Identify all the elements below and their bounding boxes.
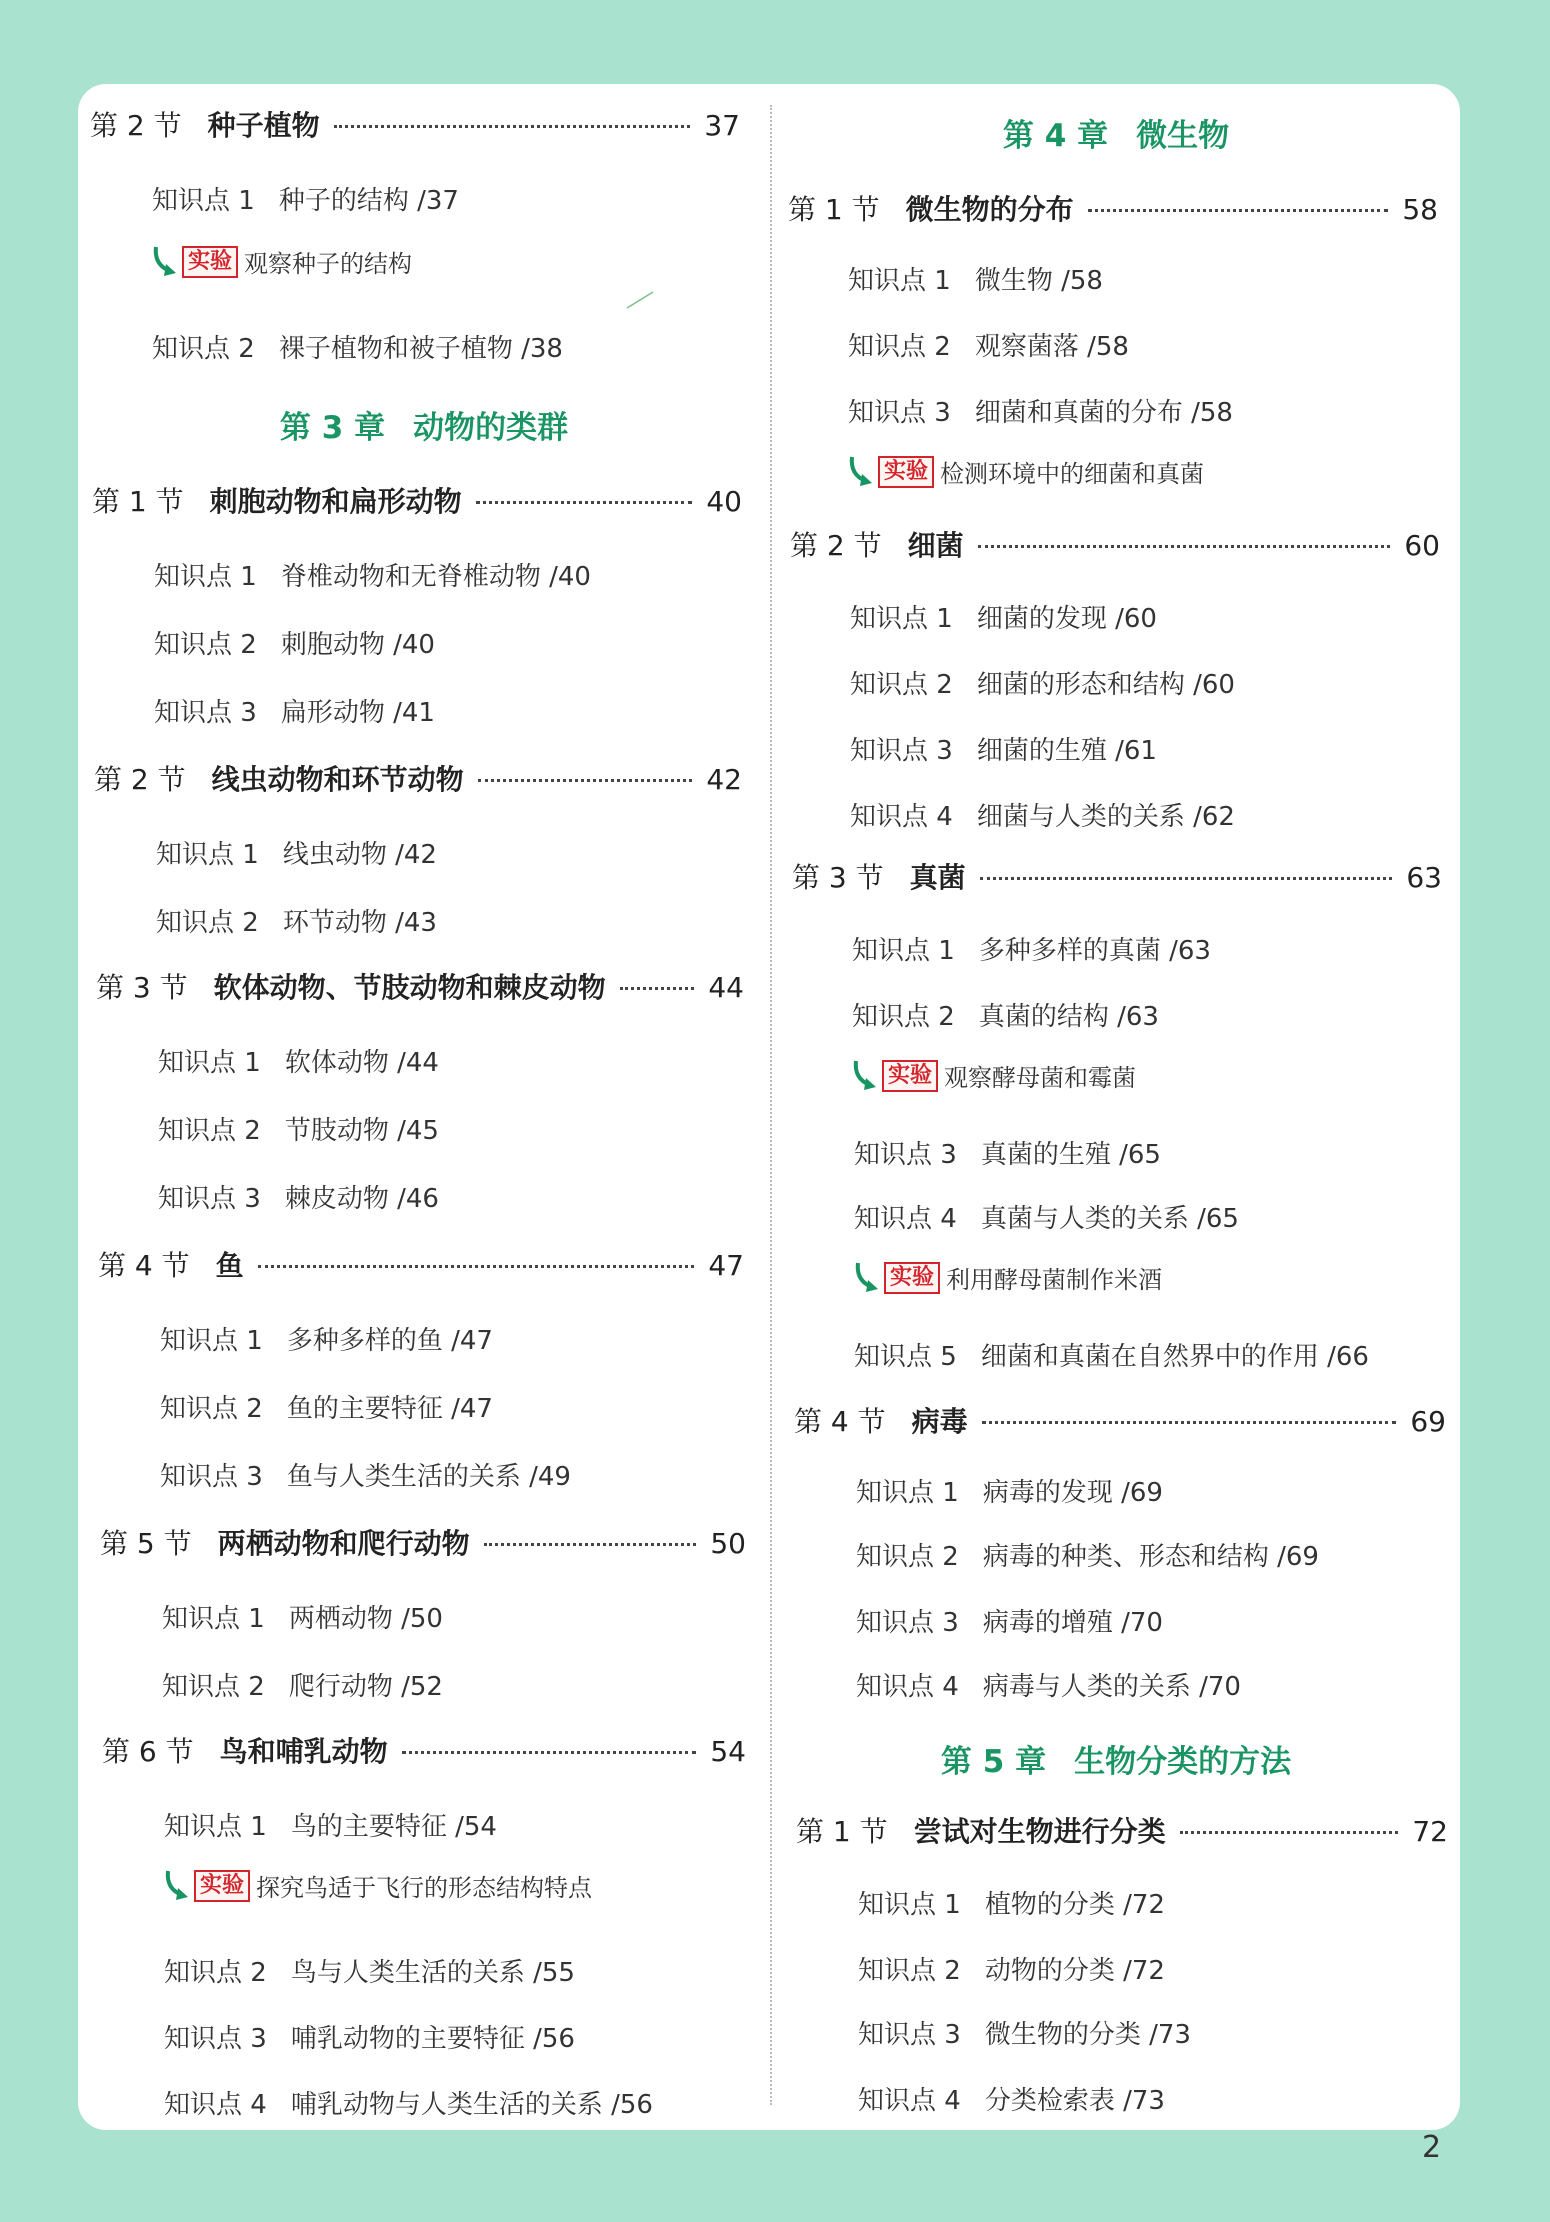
dot-leader bbox=[1088, 209, 1389, 212]
knowledge-text: 哺乳动物与人类生活的关系 /56 bbox=[290, 2090, 653, 2120]
knowledge-text: 扁形动物 /41 bbox=[280, 698, 435, 728]
arrow-icon bbox=[850, 1059, 880, 1093]
toc-chapter-heading[interactable] bbox=[78, 402, 770, 447]
toc-knowledge-row[interactable] bbox=[154, 692, 435, 729]
knowledge-text: 病毒的增殖 /70 bbox=[982, 1608, 1163, 1638]
arrow-icon bbox=[150, 245, 180, 279]
section-page: 69 bbox=[1410, 1405, 1446, 1438]
knowledge-text: 细菌和真菌的分布 /58 bbox=[974, 398, 1233, 428]
toc-section-row[interactable] bbox=[794, 1400, 1446, 1440]
toc-knowledge-row[interactable] bbox=[852, 996, 1159, 1033]
knowledge-text: 鸟与人类生活的关系 /55 bbox=[290, 1958, 575, 1988]
section-title: 鸟和哺乳动物 bbox=[219, 1735, 388, 1768]
toc-chapter-heading[interactable] bbox=[772, 1736, 1460, 1781]
section-number: 第 1 节 bbox=[796, 1815, 888, 1848]
toc-knowledge-row[interactable] bbox=[850, 664, 1235, 701]
section-title: 刺胞动物和扁形动物 bbox=[209, 485, 462, 518]
toc-knowledge-row[interactable] bbox=[852, 930, 1211, 967]
knowledge-text: 鱼与人类生活的关系 /49 bbox=[286, 1462, 571, 1492]
experiment-badge: 实验 bbox=[182, 246, 238, 278]
knowledge-label: 知识点 4 bbox=[164, 2090, 267, 2120]
knowledge-label: 知识点 1 bbox=[856, 1478, 959, 1508]
knowledge-text: 真菌与人类的关系 /65 bbox=[980, 1204, 1239, 1234]
knowledge-text: 细菌和真菌在自然界中的作用 /66 bbox=[980, 1342, 1369, 1372]
toc-section-row[interactable] bbox=[90, 104, 740, 144]
experiment-text: 观察酵母菌和霉菌 bbox=[944, 1064, 1137, 1092]
toc-knowledge-row[interactable] bbox=[162, 1666, 443, 1703]
toc-knowledge-row[interactable] bbox=[850, 796, 1235, 833]
toc-section-row[interactable] bbox=[792, 856, 1442, 896]
toc-knowledge-row[interactable] bbox=[152, 328, 563, 365]
toc-section-row[interactable] bbox=[790, 524, 1440, 564]
knowledge-label: 知识点 2 bbox=[162, 1672, 265, 1702]
toc-knowledge-row[interactable] bbox=[158, 1110, 439, 1147]
knowledge-text: 多种多样的真菌 /63 bbox=[978, 936, 1211, 966]
knowledge-text: 微生物的分类 /73 bbox=[984, 2020, 1191, 2050]
chapter-title: 微生物 bbox=[1136, 118, 1230, 154]
section-title: 微生物的分布 bbox=[905, 193, 1074, 226]
knowledge-text: 种子的结构 /37 bbox=[278, 186, 459, 216]
toc-section-row[interactable] bbox=[100, 1522, 746, 1562]
knowledge-label: 知识点 3 bbox=[856, 1608, 959, 1638]
knowledge-label: 知识点 1 bbox=[858, 1890, 961, 1920]
toc-knowledge-row[interactable] bbox=[156, 902, 437, 939]
toc-knowledge-row[interactable] bbox=[164, 2018, 575, 2055]
arrow-icon bbox=[852, 1261, 882, 1295]
chapter-number: 第 5 章 bbox=[940, 1744, 1047, 1780]
knowledge-text: 动物的分类 /72 bbox=[984, 1956, 1165, 1986]
dot-leader bbox=[1180, 1831, 1399, 1834]
section-number: 第 6 节 bbox=[102, 1735, 194, 1768]
toc-section-row[interactable] bbox=[796, 1810, 1448, 1850]
knowledge-text: 植物的分类 /72 bbox=[984, 1890, 1165, 1920]
knowledge-label: 知识点 4 bbox=[858, 2086, 961, 2116]
toc-knowledge-row[interactable] bbox=[154, 556, 591, 593]
chapter-title: 生物分类的方法 bbox=[1074, 1744, 1292, 1780]
section-title: 两栖动物和爬行动物 bbox=[217, 1527, 470, 1560]
section-title: 病毒 bbox=[911, 1405, 968, 1438]
knowledge-label: 知识点 2 bbox=[852, 1002, 955, 1032]
toc-section-row[interactable] bbox=[96, 966, 744, 1006]
knowledge-label: 知识点 1 bbox=[850, 604, 953, 634]
chapter-number: 第 4 章 bbox=[1002, 118, 1109, 154]
knowledge-label: 知识点 3 bbox=[164, 2024, 267, 2054]
section-number: 第 1 节 bbox=[788, 193, 880, 226]
dot-leader bbox=[982, 1421, 1397, 1424]
section-page: 37 bbox=[704, 109, 740, 142]
dot-leader bbox=[334, 125, 691, 128]
section-number: 第 4 节 bbox=[794, 1405, 886, 1438]
toc-knowledge-row[interactable] bbox=[152, 180, 459, 217]
knowledge-label: 知识点 1 bbox=[160, 1326, 263, 1356]
knowledge-text: 细菌的形态和结构 /60 bbox=[976, 670, 1235, 700]
toc-knowledge-row[interactable] bbox=[160, 1456, 571, 1493]
section-page: 60 bbox=[1404, 529, 1440, 562]
knowledge-text: 多种多样的鱼 /47 bbox=[286, 1326, 493, 1356]
toc-knowledge-row[interactable] bbox=[858, 1950, 1165, 1987]
knowledge-text: 病毒的发现 /69 bbox=[982, 1478, 1163, 1508]
knowledge-label: 知识点 1 bbox=[164, 1812, 267, 1842]
section-title: 细菌 bbox=[907, 529, 964, 562]
knowledge-label: 知识点 1 bbox=[848, 266, 951, 296]
knowledge-label: 知识点 2 bbox=[850, 670, 953, 700]
section-number: 第 4 节 bbox=[98, 1249, 190, 1282]
dot-leader bbox=[980, 877, 1393, 880]
knowledge-label: 知识点 1 bbox=[154, 562, 257, 592]
knowledge-label: 知识点 2 bbox=[858, 1956, 961, 1986]
knowledge-text: 分类检索表 /73 bbox=[984, 2086, 1165, 2116]
section-number: 第 1 节 bbox=[92, 485, 184, 518]
toc-section-row[interactable] bbox=[92, 480, 742, 520]
page-number: 2 bbox=[1422, 2130, 1442, 2165]
knowledge-text: 软体动物 /44 bbox=[284, 1048, 439, 1078]
knowledge-text: 脊椎动物和无脊椎动物 /40 bbox=[280, 562, 591, 592]
section-page: 40 bbox=[706, 485, 742, 518]
toc-knowledge-row[interactable] bbox=[164, 1806, 497, 1843]
knowledge-label: 知识点 1 bbox=[156, 840, 259, 870]
toc-knowledge-row[interactable] bbox=[156, 834, 437, 871]
knowledge-text: 真菌的结构 /63 bbox=[978, 1002, 1159, 1032]
knowledge-text: 棘皮动物 /46 bbox=[284, 1184, 439, 1214]
section-page: 54 bbox=[710, 1735, 746, 1768]
experiment-badge: 实验 bbox=[194, 1870, 250, 1902]
knowledge-label: 知识点 3 bbox=[858, 2020, 961, 2050]
toc-knowledge-row[interactable] bbox=[856, 1666, 1241, 1703]
toc-knowledge-row[interactable] bbox=[854, 1336, 1369, 1373]
knowledge-text: 爬行动物 /52 bbox=[288, 1672, 443, 1702]
section-number: 第 3 节 bbox=[792, 861, 884, 894]
toc-knowledge-row[interactable] bbox=[162, 1598, 443, 1635]
toc-knowledge-row[interactable] bbox=[858, 2080, 1165, 2117]
knowledge-text: 真菌的生殖 /65 bbox=[980, 1140, 1161, 1170]
toc-knowledge-row[interactable] bbox=[164, 1952, 575, 1989]
section-page: 47 bbox=[708, 1249, 744, 1282]
knowledge-label: 知识点 3 bbox=[158, 1184, 261, 1214]
chapter-number: 第 3 章 bbox=[279, 410, 386, 446]
knowledge-text: 观察菌落 /58 bbox=[974, 332, 1129, 362]
knowledge-label: 知识点 4 bbox=[856, 1672, 959, 1702]
toc-left-column bbox=[78, 84, 770, 2130]
knowledge-label: 知识点 3 bbox=[848, 398, 951, 428]
knowledge-label: 知识点 3 bbox=[854, 1140, 957, 1170]
knowledge-label: 知识点 2 bbox=[158, 1116, 261, 1146]
toc-knowledge-row[interactable] bbox=[160, 1320, 493, 1357]
knowledge-text: 鸟的主要特征 /54 bbox=[290, 1812, 497, 1842]
dot-leader bbox=[978, 545, 1391, 548]
toc-knowledge-row[interactable] bbox=[854, 1134, 1161, 1171]
section-title: 真菌 bbox=[909, 861, 966, 894]
toc-knowledge-row[interactable] bbox=[154, 624, 435, 661]
section-title: 软体动物、节肢动物和棘皮动物 bbox=[213, 971, 606, 1004]
knowledge-text: 节肢动物 /45 bbox=[284, 1116, 439, 1146]
experiment-text: 观察种子的结构 bbox=[244, 250, 413, 278]
knowledge-label: 知识点 5 bbox=[854, 1342, 957, 1372]
experiment-badge: 实验 bbox=[884, 1262, 940, 1294]
toc-experiment-row[interactable] bbox=[150, 244, 412, 279]
knowledge-label: 知识点 2 bbox=[160, 1394, 263, 1424]
dot-leader bbox=[258, 1265, 695, 1268]
knowledge-text: 两栖动物 /50 bbox=[288, 1604, 443, 1634]
section-title: 尝试对生物进行分类 bbox=[913, 1815, 1166, 1848]
experiment-badge: 实验 bbox=[882, 1060, 938, 1092]
knowledge-label: 知识点 2 bbox=[152, 334, 255, 364]
toc-knowledge-row[interactable] bbox=[856, 1602, 1163, 1639]
toc-experiment-row[interactable] bbox=[852, 1260, 1162, 1295]
knowledge-label: 知识点 2 bbox=[856, 1542, 959, 1572]
knowledge-label: 知识点 3 bbox=[850, 736, 953, 766]
knowledge-text: 微生物 /58 bbox=[974, 266, 1103, 296]
section-number: 第 2 节 bbox=[90, 109, 182, 142]
toc-knowledge-row[interactable] bbox=[164, 2084, 653, 2121]
knowledge-label: 知识点 2 bbox=[164, 1958, 267, 1988]
knowledge-label: 知识点 4 bbox=[850, 802, 953, 832]
toc-knowledge-row[interactable] bbox=[848, 260, 1103, 297]
dot-leader bbox=[476, 501, 693, 504]
section-number: 第 5 节 bbox=[100, 1527, 192, 1560]
toc-section-row[interactable] bbox=[102, 1730, 746, 1770]
knowledge-label: 知识点 2 bbox=[154, 630, 257, 660]
section-title: 线虫动物和环节动物 bbox=[211, 763, 464, 796]
knowledge-text: 细菌的生殖 /61 bbox=[976, 736, 1157, 766]
experiment-text: 探究鸟适于飞行的形态结构特点 bbox=[256, 1874, 593, 1902]
toc-knowledge-row[interactable] bbox=[858, 2014, 1191, 2051]
section-title: 鱼 bbox=[215, 1249, 244, 1282]
toc-knowledge-row[interactable] bbox=[856, 1536, 1319, 1573]
knowledge-text: 裸子植物和被子植物 /38 bbox=[278, 334, 563, 364]
toc-knowledge-row[interactable] bbox=[160, 1388, 493, 1425]
toc-knowledge-row[interactable] bbox=[858, 1884, 1165, 1921]
dot-leader bbox=[484, 1543, 697, 1546]
toc-experiment-row[interactable] bbox=[846, 454, 1204, 489]
section-page: 58 bbox=[1402, 193, 1438, 226]
toc-knowledge-row[interactable] bbox=[158, 1042, 439, 1079]
knowledge-text: 细菌的发现 /60 bbox=[976, 604, 1157, 634]
knowledge-label: 知识点 1 bbox=[158, 1048, 261, 1078]
dot-leader bbox=[478, 779, 693, 782]
knowledge-text: 刺胞动物 /40 bbox=[280, 630, 435, 660]
arrow-icon bbox=[162, 1869, 192, 1903]
toc-section-row[interactable] bbox=[98, 1244, 744, 1284]
knowledge-label: 知识点 2 bbox=[156, 908, 259, 938]
knowledge-text: 哺乳动物的主要特征 /56 bbox=[290, 2024, 575, 2054]
toc-knowledge-row[interactable] bbox=[158, 1178, 439, 1215]
section-page: 42 bbox=[706, 763, 742, 796]
toc-knowledge-row[interactable] bbox=[848, 326, 1129, 363]
knowledge-text: 环节动物 /43 bbox=[282, 908, 437, 938]
toc-knowledge-row[interactable] bbox=[848, 392, 1233, 429]
experiment-text: 利用酵母菌制作米酒 bbox=[946, 1266, 1163, 1294]
section-number: 第 2 节 bbox=[790, 529, 882, 562]
knowledge-label: 知识点 3 bbox=[154, 698, 257, 728]
knowledge-text: 病毒与人类的关系 /70 bbox=[982, 1672, 1241, 1702]
dot-leader bbox=[402, 1751, 697, 1754]
section-number: 第 3 节 bbox=[96, 971, 188, 1004]
knowledge-text: 鱼的主要特征 /47 bbox=[286, 1394, 493, 1424]
toc-experiment-row[interactable] bbox=[162, 1868, 592, 1903]
knowledge-text: 细菌与人类的关系 /62 bbox=[976, 802, 1235, 832]
chapter-title: 动物的类群 bbox=[413, 410, 569, 446]
toc-knowledge-row[interactable] bbox=[854, 1198, 1239, 1235]
toc-section-row[interactable] bbox=[94, 758, 742, 798]
toc-right-column bbox=[772, 84, 1460, 2130]
toc-experiment-row[interactable] bbox=[850, 1058, 1136, 1093]
knowledge-label: 知识点 1 bbox=[152, 186, 255, 216]
experiment-badge: 实验 bbox=[878, 456, 934, 488]
knowledge-label: 知识点 4 bbox=[854, 1204, 957, 1234]
section-number: 第 2 节 bbox=[94, 763, 186, 796]
toc-chapter-heading[interactable] bbox=[772, 110, 1460, 155]
experiment-text: 检测环境中的细菌和真菌 bbox=[940, 460, 1205, 488]
arrow-icon bbox=[846, 455, 876, 489]
toc-knowledge-row[interactable] bbox=[850, 730, 1157, 767]
toc-section-row[interactable] bbox=[788, 188, 1438, 228]
knowledge-label: 知识点 3 bbox=[160, 1462, 263, 1492]
dot-leader bbox=[620, 987, 695, 990]
toc-knowledge-row[interactable] bbox=[856, 1472, 1163, 1509]
section-page: 72 bbox=[1412, 1815, 1448, 1848]
knowledge-text: 病毒的种类、形态和结构 /69 bbox=[982, 1542, 1319, 1572]
section-page: 50 bbox=[710, 1527, 746, 1560]
knowledge-label: 知识点 1 bbox=[852, 936, 955, 966]
toc-knowledge-row[interactable] bbox=[850, 598, 1157, 635]
knowledge-label: 知识点 2 bbox=[848, 332, 951, 362]
section-page: 44 bbox=[708, 971, 744, 1004]
section-page: 63 bbox=[1406, 861, 1442, 894]
section-title: 种子植物 bbox=[207, 109, 320, 142]
knowledge-label: 知识点 1 bbox=[162, 1604, 265, 1634]
knowledge-text: 线虫动物 /42 bbox=[282, 840, 437, 870]
